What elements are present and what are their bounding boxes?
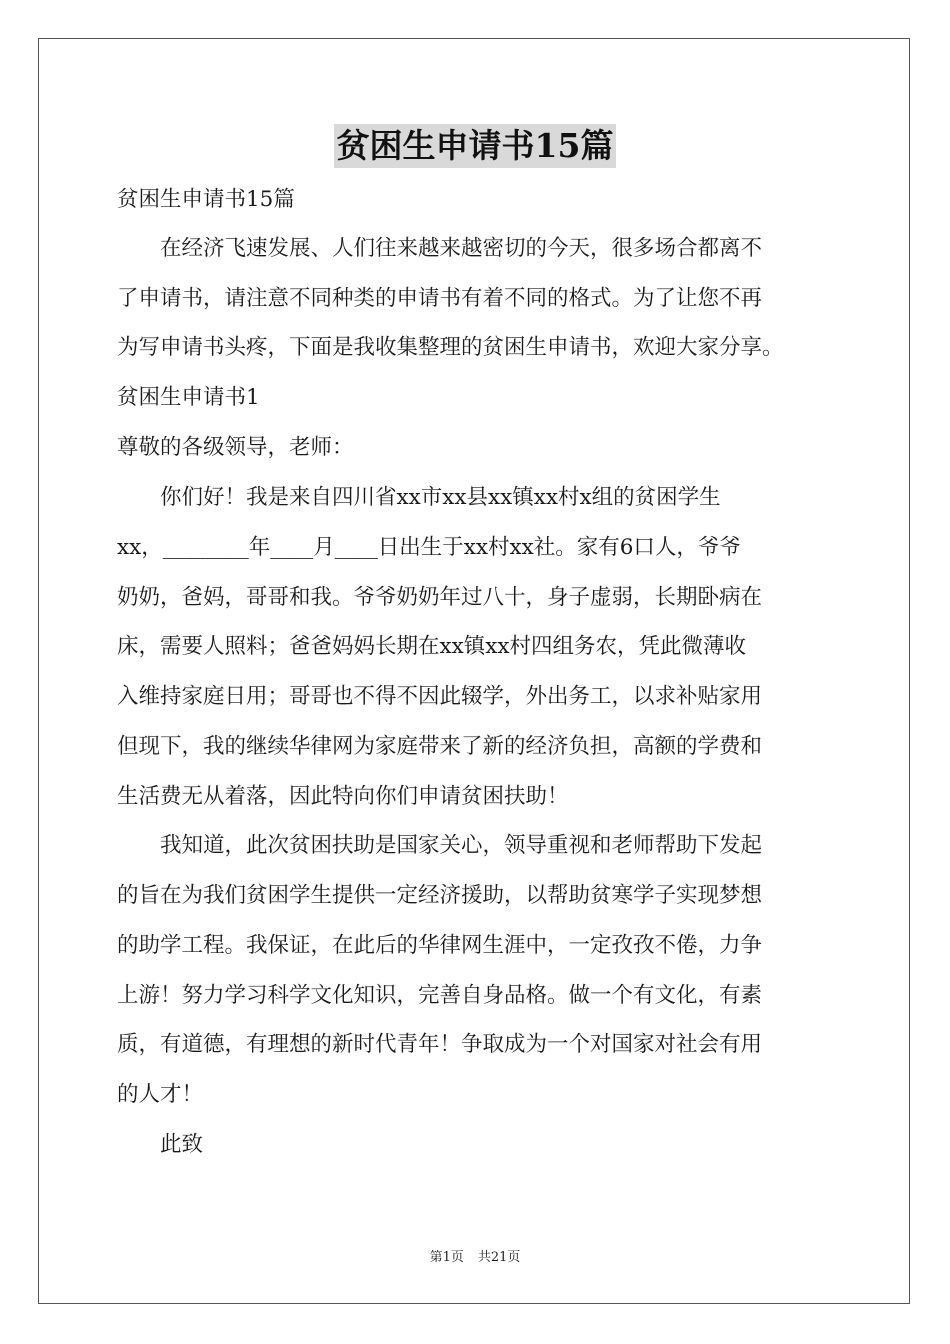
text-line: 但现下，我的继续华律网为家庭带来了新的经济负担，高额的学费和 bbox=[117, 734, 763, 759]
page-number: 第1页 bbox=[429, 1250, 464, 1265]
text-line: xx，________年____月____日出生于xx村xx社。家有6口人，爷爷 bbox=[117, 535, 741, 560]
text-line: 你们好！我是来自四川省xx市xx县xx镇xx村x组的贫困学生 bbox=[117, 485, 721, 510]
text-line: 入维持家庭日用；哥哥也不得不因此辍学，外出务工，以求补贴家用 bbox=[117, 684, 763, 709]
text-line: 质，有道德，有理想的新时代青年！争取成为一个对国家对社会有用 bbox=[117, 1032, 763, 1057]
text-line: 了申请书，请注意不同种类的申请书有着不同的格式。为了让您不再 bbox=[117, 286, 763, 311]
text-line: 在经济飞速发展、人们往来越来越密切的今天，很多场合都离不 bbox=[117, 236, 763, 261]
text-line: 生活费无从着落，因此特向你们申请贫困扶助！ bbox=[117, 784, 569, 809]
text-line: 尊敬的各级领导，老师： bbox=[117, 435, 354, 460]
title-container bbox=[0, 124, 950, 168]
text-line: 的人才！ bbox=[117, 1082, 204, 1107]
page-border bbox=[38, 38, 910, 1304]
text-line: 为写申请书头疼，下面是我收集整理的贫困生申请书，欢迎大家分享。 bbox=[117, 335, 784, 360]
text-line: 床，需要人照料；爸爸妈妈长期在xx镇xx村四组务农，凭此微薄收 bbox=[117, 634, 747, 659]
page-footer bbox=[0, 1246, 950, 1265]
text-line: 我知道，此次贫困扶助是国家关心，领导重视和老师帮助下发起 bbox=[117, 833, 763, 858]
text-line: 贫困生申请书1 bbox=[117, 385, 260, 410]
text-line: 此致 bbox=[117, 1132, 204, 1157]
text-line: 上游！努力学习科学文化知识，完善自身品格。做一个有文化，有素 bbox=[117, 983, 763, 1008]
text-line: 的助学工程。我保证，在此后的华律网生涯中，一定孜孜不倦，力争 bbox=[117, 933, 763, 958]
text-line: 奶奶，爸妈，哥哥和我。爷爷奶奶年过八十，身子虚弱，长期卧病在 bbox=[117, 585, 763, 610]
document-title: 贫困生申请书15篇 bbox=[334, 124, 617, 168]
text-line: 贫困生申请书15篇 bbox=[117, 187, 295, 212]
page-total: 共21页 bbox=[477, 1250, 521, 1265]
text-line: 的旨在为我们贫困学生提供一定经济援助，以帮助贫寒学子实现梦想 bbox=[117, 883, 763, 908]
